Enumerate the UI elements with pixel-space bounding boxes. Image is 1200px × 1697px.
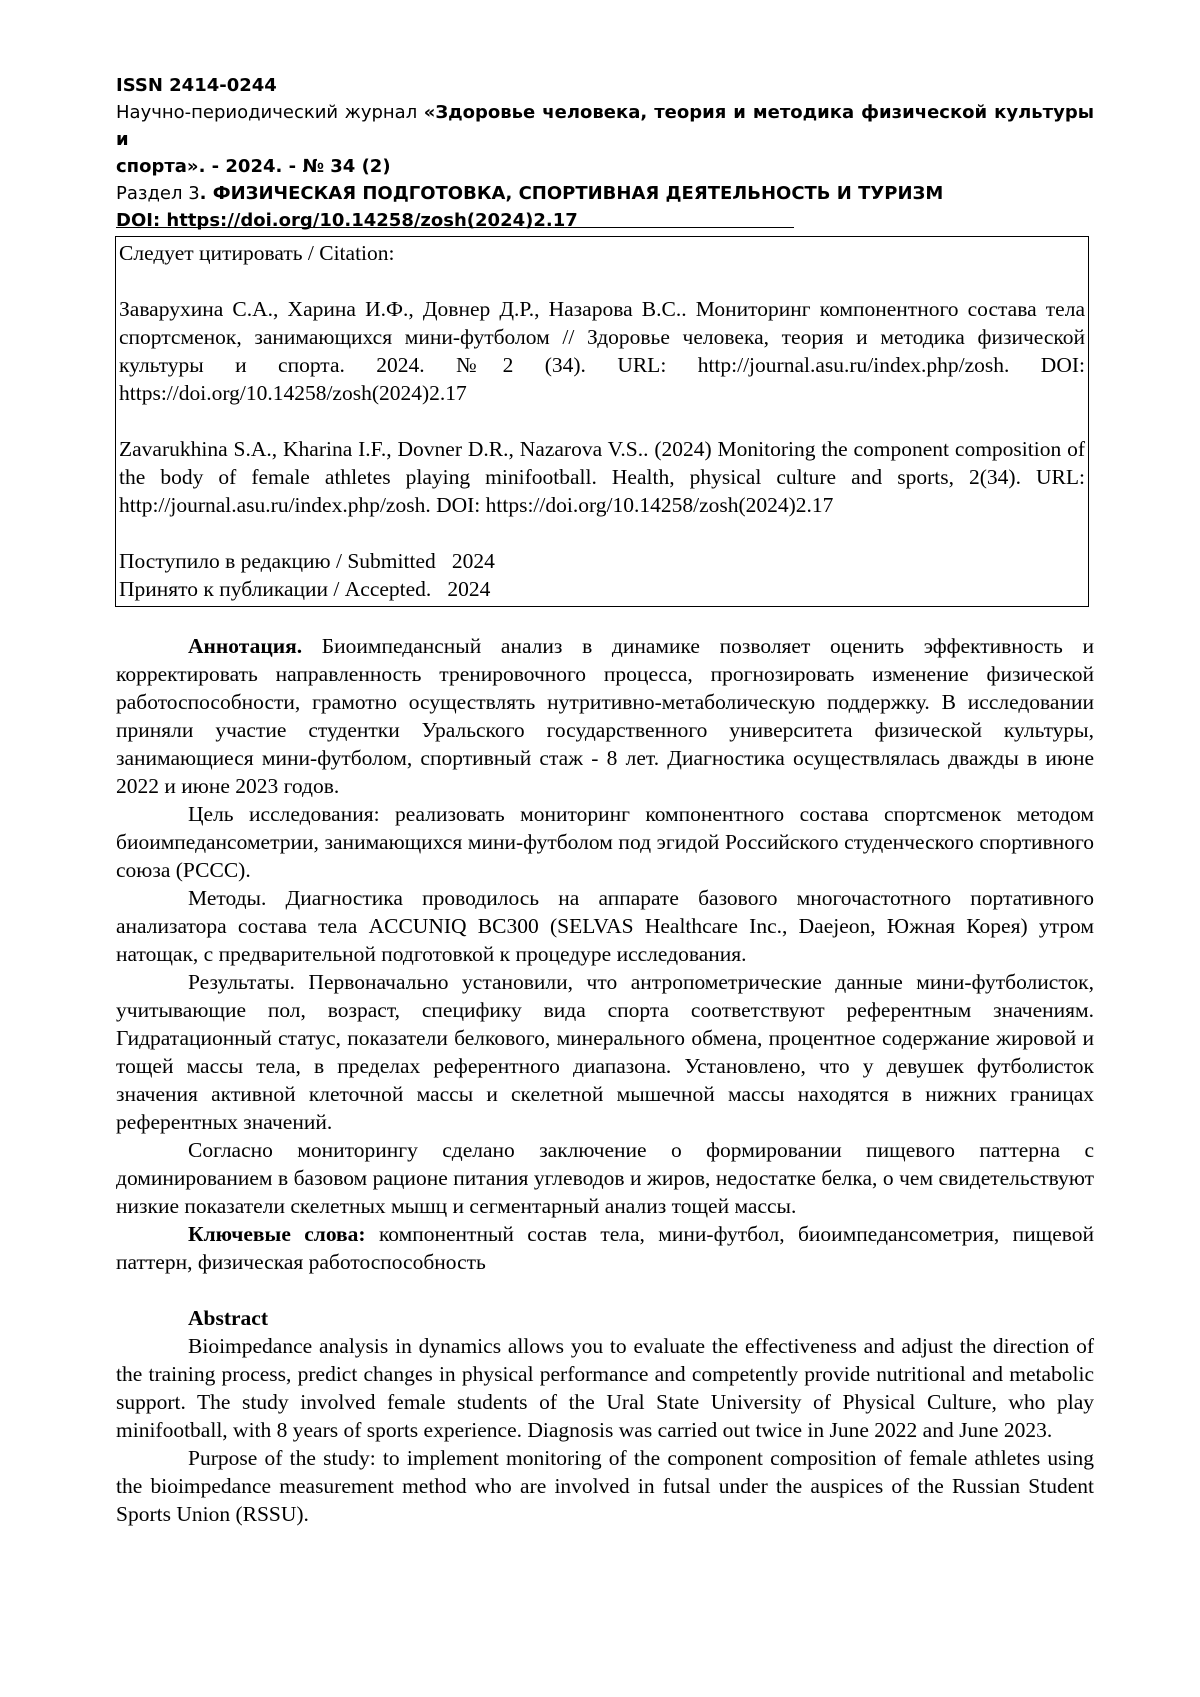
citation-box <box>115 236 1089 607</box>
section-line <box>116 180 1094 207</box>
journal-line-cont: спорта». - 2024. - № 34 (2) <box>116 156 391 177</box>
conclusion-paragraph: Согласно мониторингу сделано заключение о формировании пищевого паттерна с доминированием в базовом рационе питания углеводов и жиров, недостатке белка, о чем свидетельствуют низкие показатели скелетных мышц и сегментарный анализ тощей массы. <box>116 1138 1094 1218</box>
methods-paragraph: Методы. Диагностика проводилось на аппарате базового многочастотного портативного анализатора состава тела ACCUNIQ BC300 (SELVAS Healthcare Inc., Daejeon, Южная Корея) утром натощак, с предварительной подготовкой к процедуре исследования. <box>116 886 1094 966</box>
goal-paragraph: Цель исследования: реализовать мониторинг компонентного состава спортсменок методом биоимпедансометрии, занимающихся мини-футболом под эгидой Российского студенческого спортивного союза (РССС). <box>116 802 1094 882</box>
annotation-label: Аннотация. <box>188 634 303 658</box>
abstract-paragraph-2: Purpose of the study: to implement monitoring of the component composition of female athletes using the bioimpedance measurement method who are involved in futsal under the auspices of the Russian Student Sports Union (RSSU). <box>116 1446 1094 1526</box>
article-body <box>116 632 1094 1528</box>
results-paragraph: Результаты. Первоначально установили, что антропометрические данные мини-футболисток, учитывающие пол, возраст, специфику вида спорта соответствуют референтным значениям. Гидратационный статус, показатели белкового, минерального обмена, процентное содержание жировой и тощей массы тела, в пределах референтного диапазона. Установлено, что у девушек футболисток значения активной клеточной массы и скелетной мышечной массы находятся в нижних границах референтных значений. <box>116 970 1094 1134</box>
journal-name: «Здоровье человека, теория и методика физической культуры и <box>116 102 1094 150</box>
journal-line <box>116 99 1094 153</box>
issn: ISSN 2414-0244 <box>116 75 277 96</box>
journal-prefix: Научно-периодический журнал <box>116 102 424 123</box>
abstract-title: Abstract <box>188 1306 269 1330</box>
citation-label: Следует цитировать / Citation: <box>119 241 395 265</box>
annotation-paragraph: Аннотация. Биоимпедансный анализ в динамике позволяет оценить эффективность и корректировать направленность тренировочного процесса, прогнозировать изменение физической работоспособности, грамотно осуществлять нутритивно-метаболическую поддержку. В исследовании приняли участие студентки Уральского государственного университета физической культуры, занимающиеся мини-футболом, спортивный стаж - 8 лет. Диагностика осуществлялась дважды в июне 2022 и июне 2023 годов. <box>116 634 1094 798</box>
abstract-paragraph-1: Bioimpedance analysis in dynamics allows you to evaluate the effectiveness and adjust the direction of the training process, predict changes in physical performance and competently provide nutritional and metabolic support. The study involved female students of the Ural State University of Physical Culture, who play minifootball, with 8 years of sports experience. Diagnosis was carried out twice in June 2022 and June 2023. <box>116 1334 1094 1442</box>
section-prefix: Раздел 3 <box>116 183 200 204</box>
doi: DOI: https://doi.org/10.14258/zosh(2024)2.17 <box>116 210 578 231</box>
citation-en: Zavarukhina S.A., Kharina I.F., Dovner D.R., Nazarova V.S.. (2024) Monitoring the component composition of the body of female athletes playing minifootball. Health, physical culture and sports, 2(34). URL: http://journal.asu.ru/index.php/zosh. DOI: https://doi.org/10.14258/zosh(2024)2.17 <box>119 437 1085 517</box>
submitted-date: Поступило в редакцию / Submitted 2024 <box>119 549 495 573</box>
header-divider <box>116 227 794 228</box>
keywords-label: Ключевые слова: <box>188 1222 366 1246</box>
section-name: . ФИЗИЧЕСКАЯ ПОДГОТОВКА, СПОРТИВНАЯ ДЕЯТЕЛЬНОСТЬ И ТУРИЗМ <box>199 183 944 204</box>
journal-header <box>116 72 1094 234</box>
keywords-paragraph: Ключевые слова: компонентный состав тела, мини-футбол, биоимпедансометрия, пищевой паттерн, физическая работоспособность <box>116 1222 1094 1274</box>
accepted-date: Принято к публикации / Accepted. 2024 <box>119 577 491 601</box>
citation-ru: Заварухина С.А., Харина И.Ф., Довнер Д.Р., Назарова В.С.. Мониторинг компонентного состава тела спортсменок, занимающихся мини-футболом // Здоровье человека, теория и методика физической культуры и спорта. 2024. №2 (34). URL: http://journal.asu.ru/index.php/zosh. DOI: https://doi.org/10.14258/zosh(2024)2.17 <box>119 297 1085 405</box>
